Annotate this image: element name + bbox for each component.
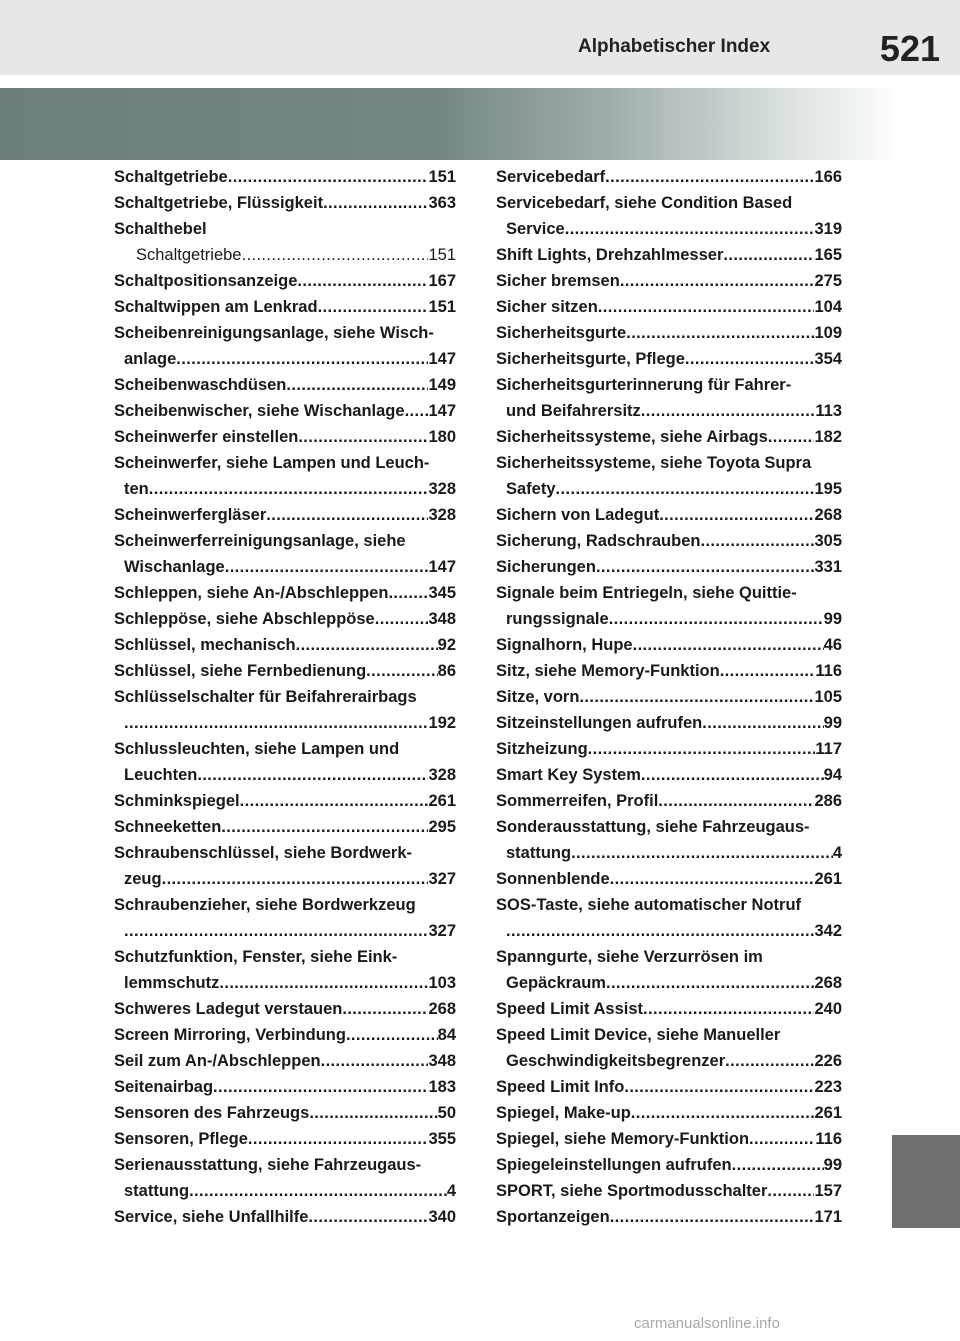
index-page-ref: 149 [428, 376, 456, 394]
dot-leader [240, 788, 429, 814]
dot-leader [221, 814, 428, 840]
decorative-banner [0, 88, 900, 160]
index-term: ten [124, 480, 149, 498]
index-page-ref: 268 [814, 974, 842, 992]
index-entry [114, 554, 456, 580]
index-page-ref: 195 [814, 480, 842, 498]
index-term: Sitz, siehe Memory-Funktion [496, 662, 720, 680]
index-term: Scheibenwischer, siehe Wischanlage [114, 402, 405, 420]
index-page-ref: 355 [428, 1130, 456, 1148]
dot-leader [720, 658, 816, 684]
index-term: Sensoren des Fahrzeugs [114, 1104, 310, 1122]
dot-leader [767, 1178, 814, 1204]
index-page-ref: 261 [428, 792, 456, 810]
dot-leader [749, 1126, 815, 1152]
index-page-ref: 92 [437, 636, 456, 654]
dot-leader [700, 528, 814, 554]
index-page-ref: 328 [428, 506, 456, 524]
index-entry [114, 606, 456, 632]
index-page-ref: 99 [823, 610, 842, 628]
index-term: Safety [506, 480, 556, 498]
index-term: Schleppen, siehe An-/Abschleppen [114, 584, 389, 602]
dot-leader [405, 398, 429, 424]
index-term: Schweres Ladegut verstauen [114, 1000, 343, 1018]
index-term: Schminkspiegel [114, 792, 240, 810]
index-entry [114, 996, 456, 1022]
index-page-ref: 331 [814, 558, 842, 576]
index-term: Sicherung, Radschrauben [496, 532, 701, 550]
dot-leader [620, 268, 815, 294]
index-term: Schaltgetriebe [114, 168, 228, 186]
dot-leader [588, 736, 816, 762]
dot-leader [308, 1204, 428, 1230]
dot-leader [297, 268, 428, 294]
index-page-ref: 147 [428, 402, 456, 420]
dot-leader [219, 970, 428, 996]
index-entry [114, 1022, 456, 1048]
index-page-ref: 268 [814, 506, 842, 524]
index-term-line: Sicherheitssysteme, siehe Toyota Supra [496, 454, 812, 472]
index-page-ref: 319 [814, 220, 842, 238]
dot-leader [643, 996, 814, 1022]
index-term-line: Schutzfunktion, Fenster, siehe Eink- [114, 948, 398, 966]
index-entry [496, 970, 842, 996]
index-term: Schaltgetriebe [136, 246, 242, 264]
index-page-ref: 166 [814, 168, 842, 186]
index-entry [496, 1074, 842, 1100]
dot-leader [197, 762, 428, 788]
dot-leader [565, 216, 815, 242]
index-term: Sicher bremsen [496, 272, 620, 290]
dot-leader [176, 346, 428, 372]
index-term: Speed Limit Assist [496, 1000, 644, 1018]
dot-leader [556, 476, 815, 502]
index-entry [496, 554, 842, 580]
dot-leader [286, 372, 428, 398]
dot-leader [596, 554, 815, 580]
index-term: Spiegel, siehe Memory-Funktion [496, 1130, 750, 1148]
index-term-line: Serienausstattung, siehe Fahrzeugaus- [114, 1156, 422, 1174]
index-term: Scheinwerfer einstellen [114, 428, 299, 446]
index-page-ref: 46 [823, 636, 842, 654]
index-term: und Beifahrersitz [506, 402, 641, 420]
dot-leader [124, 710, 428, 736]
index-term: Sommerreifen, Profil [496, 792, 659, 810]
index-page-ref: 171 [814, 1208, 842, 1226]
index-term: Gepäckraum [506, 974, 606, 992]
index-term-line: Spanngurte, siehe Verzurrösen im [496, 948, 763, 966]
dot-leader [248, 1126, 429, 1152]
dot-leader [149, 476, 429, 502]
dot-leader [626, 320, 814, 346]
dot-leader [162, 866, 429, 892]
index-page-ref: 104 [814, 298, 842, 316]
index-term: Schaltpositionsanzeige [114, 272, 298, 290]
index-term: Schneeketten [114, 818, 222, 836]
thumb-index-tab [892, 1135, 960, 1228]
index-page-ref: 363 [428, 194, 456, 212]
index-entry [114, 658, 456, 684]
index-entry [496, 1178, 842, 1204]
index-page-ref: 105 [814, 688, 842, 706]
index-page-ref: 354 [814, 350, 842, 368]
index-entry [496, 606, 842, 632]
index-term: Smart Key System [496, 766, 641, 784]
index-page-ref: 4 [446, 1182, 456, 1200]
index-page-ref: 327 [428, 870, 456, 888]
index-term: Sicherheitssysteme, siehe Airbags [496, 428, 768, 446]
index-page-ref: 103 [428, 974, 456, 992]
index-page-ref: 157 [814, 1182, 842, 1200]
index-page-ref: 275 [814, 272, 842, 290]
index-term: Schlüssel, siehe Fernbedienung [114, 662, 367, 680]
index-page-ref: 328 [428, 480, 456, 498]
index-entry [114, 476, 456, 502]
index-page-ref: 328 [428, 766, 456, 784]
index-entry [114, 294, 456, 320]
index-page-ref: 4 [832, 844, 842, 862]
index-term-line: Schalthebel [114, 220, 207, 238]
page-number: 521 [879, 28, 940, 69]
index-term-line: SOS-Taste, siehe automatischer Notruf [496, 896, 802, 914]
index-entry [496, 788, 842, 814]
index-column-right [496, 164, 842, 1230]
index-term: Sitze, vorn [496, 688, 580, 706]
index-entry [496, 320, 842, 346]
index-entry [496, 268, 842, 294]
index-term: Sicherheitsgurte [496, 324, 627, 342]
index-page-ref: 113 [815, 402, 842, 420]
index-page-ref: 99 [823, 1156, 842, 1174]
index-entry [114, 632, 456, 658]
index-term: Screen Mirroring, Verbindung [114, 1026, 346, 1044]
index-entry [496, 1152, 842, 1178]
index-term: Sicherheitsgurte, Pflege [496, 350, 685, 368]
index-entry [114, 398, 456, 424]
index-term: Servicebedarf [496, 168, 606, 186]
index-entry [496, 216, 842, 242]
index-term-line: Scheinwerferreinigungsanlage, siehe [114, 532, 406, 550]
dot-leader [189, 1178, 447, 1204]
dot-leader [605, 164, 814, 190]
index-entry [496, 1100, 842, 1126]
dot-leader [768, 424, 815, 450]
dot-leader [228, 164, 429, 190]
dot-leader [298, 424, 428, 450]
index-entry [114, 1074, 456, 1100]
index-page-ref: 84 [437, 1026, 456, 1044]
index-term: Leuchten [124, 766, 198, 784]
index-term: SPORT, siehe Sportmodusschalter [496, 1182, 768, 1200]
index-entry [496, 398, 842, 424]
index-page-ref: 165 [814, 246, 842, 264]
index-entry [496, 684, 842, 710]
index-page-ref: 340 [428, 1208, 456, 1226]
index-page-ref: 261 [814, 870, 842, 888]
index-page-ref: 305 [814, 532, 842, 550]
index-page-ref: 50 [437, 1104, 456, 1122]
dot-leader [346, 1022, 438, 1048]
index-term: Speed Limit Info [496, 1078, 625, 1096]
index-page-ref: 94 [823, 766, 842, 784]
index-entry [496, 710, 842, 736]
index-term: Geschwindigkeitsbegrenzer [506, 1052, 726, 1070]
dot-leader [124, 918, 428, 944]
dot-leader [366, 658, 437, 684]
index-entry [496, 294, 842, 320]
index-term: rungssignale [506, 610, 609, 628]
dot-leader [610, 866, 815, 892]
index-entry [114, 814, 456, 840]
index-page-ref: 286 [814, 792, 842, 810]
index-entry [114, 970, 456, 996]
index-entry [496, 1048, 842, 1074]
dot-leader [598, 294, 815, 320]
index-term: Sicher sitzen [496, 298, 598, 316]
dot-leader [579, 684, 814, 710]
index-entry [496, 242, 842, 268]
index-page-ref: 151 [428, 298, 456, 316]
index-term: Sitzheizung [496, 740, 588, 758]
index-entry [496, 1204, 842, 1230]
index-term: Sichern von Ladegut [496, 506, 660, 524]
index-page-ref: 348 [428, 610, 456, 628]
index-term-line: Schraubenschlüssel, siehe Bordwerk- [114, 844, 413, 862]
index-entry [114, 918, 456, 944]
index-term-line: Scheibenreinigungsanlage, siehe Wisch- [114, 324, 434, 342]
index-term: Schaltgetriebe, Flüssigkeit [114, 194, 324, 212]
index-page-ref: 151 [428, 168, 456, 186]
index-page-ref: 116 [815, 662, 842, 680]
dot-leader [323, 190, 428, 216]
dot-leader [242, 242, 429, 268]
index-term: Sicherungen [496, 558, 596, 576]
index-term: Schlüssel, mechanisch [114, 636, 296, 654]
index-page-ref: 109 [814, 324, 842, 342]
dot-leader [702, 710, 823, 736]
index-page-ref: 348 [428, 1052, 456, 1070]
index-page-ref: 268 [428, 1000, 456, 1018]
dot-leader [609, 606, 824, 632]
index-term-line: Signale beim Entriegeln, siehe Quittie- [496, 584, 797, 602]
index-entry [496, 346, 842, 372]
index-entry [496, 632, 842, 658]
index-page-ref: 180 [428, 428, 456, 446]
dot-leader [266, 502, 428, 528]
index-entry [496, 866, 842, 892]
index-entry [496, 528, 842, 554]
dot-leader [723, 242, 814, 268]
dot-leader [213, 1074, 428, 1100]
dot-leader [321, 1048, 429, 1074]
index-page-ref: 345 [428, 584, 456, 602]
dot-leader [685, 346, 815, 372]
index-entry [114, 190, 456, 216]
index-term-line: Schlussleuchten, siehe Lampen und [114, 740, 400, 758]
index-entry [114, 424, 456, 450]
dot-leader [606, 970, 815, 996]
index-term: Scheibenwaschdüsen [114, 376, 287, 394]
index-entry [114, 164, 456, 190]
index-term: stattung [124, 1182, 190, 1200]
index-entry [114, 1126, 456, 1152]
index-term: Wischanlage [124, 558, 225, 576]
dot-leader [388, 580, 428, 606]
watermark: carmanualsonline.info [634, 1315, 780, 1332]
index-entry [496, 996, 842, 1022]
index-term: Shift Lights, Drehzahlmesser [496, 246, 724, 264]
index-page-ref: 183 [428, 1078, 456, 1096]
dot-leader [225, 554, 429, 580]
index-term: Service, siehe Unfallhilfe [114, 1208, 309, 1226]
index-term: Sonnenblende [496, 870, 610, 888]
dot-leader [725, 1048, 814, 1074]
index-entry [496, 840, 842, 866]
dot-leader [624, 1074, 814, 1100]
index-entry [114, 1204, 456, 1230]
index-entry [114, 866, 456, 892]
index-entry [114, 372, 456, 398]
index-page-ref: 147 [428, 558, 456, 576]
index-term: Sitzeinstellungen aufrufen [496, 714, 703, 732]
index-entry [496, 736, 842, 762]
index-term: Signalhorn, Hupe [496, 636, 633, 654]
index-entry [496, 918, 842, 944]
dot-leader [658, 788, 814, 814]
index-term: Seil zum An-/Abschleppen [114, 1052, 321, 1070]
index-column-left [114, 164, 456, 1230]
index-term: zeug [124, 870, 162, 888]
dot-leader [571, 840, 833, 866]
index-term-line: Sonderausstattung, siehe Fahrzeugaus- [496, 818, 810, 836]
index-entry [496, 502, 842, 528]
index-entry [114, 788, 456, 814]
dot-leader [631, 1100, 815, 1126]
index-term-line: Speed Limit Device, siehe Manueller [496, 1026, 781, 1044]
index-page-ref: 86 [437, 662, 456, 680]
index-page-ref: 192 [428, 714, 456, 732]
index-term-line: Sicherheitsgurterinnerung für Fahrer- [496, 376, 792, 394]
index-term: Spiegeleinstellungen aufrufen [496, 1156, 732, 1174]
index-entry [114, 502, 456, 528]
dot-leader [659, 502, 814, 528]
dot-leader [375, 606, 429, 632]
index-term: Schleppöse, siehe Abschleppöse [114, 610, 375, 628]
dot-leader [309, 1100, 437, 1126]
index-entry [114, 1100, 456, 1126]
index-page-ref: 295 [428, 818, 456, 836]
dot-leader [732, 1152, 824, 1178]
index-page-ref: 167 [428, 272, 456, 290]
index-entry [496, 164, 842, 190]
index-entry [114, 762, 456, 788]
index-page-ref: 223 [814, 1078, 842, 1096]
dot-leader [633, 632, 824, 658]
index-entry [114, 242, 456, 268]
dot-leader [318, 294, 429, 320]
index-page-ref: 151 [428, 246, 456, 264]
dot-leader [342, 996, 428, 1022]
index-page-ref: 261 [814, 1104, 842, 1122]
index-page-ref: 99 [823, 714, 842, 732]
index-entry [496, 476, 842, 502]
index-term: lemmschutz [124, 974, 220, 992]
dot-leader [610, 1204, 815, 1230]
index-page-ref: 226 [814, 1052, 842, 1070]
index-page-ref: 240 [814, 1000, 842, 1018]
index-term: Schaltwippen am Lenkrad [114, 298, 318, 316]
dot-leader [641, 762, 824, 788]
index-entry [496, 424, 842, 450]
index-term: anlage [124, 350, 177, 368]
index-entry [496, 658, 842, 684]
dot-leader [506, 918, 814, 944]
index-page-ref: 342 [814, 922, 842, 940]
index-term: Sportanzeigen [496, 1208, 610, 1226]
index-term-line: Servicebedarf, siehe Condition Based [496, 194, 793, 212]
index-entry [496, 1126, 842, 1152]
index-page-ref: 147 [428, 350, 456, 368]
index-page-ref: 116 [815, 1130, 842, 1148]
section-title: Alphabetischer Index [578, 36, 771, 57]
index-entry [114, 710, 456, 736]
index-entry [114, 1048, 456, 1074]
index-page-ref: 117 [815, 740, 842, 758]
index-term: stattung [506, 844, 572, 862]
index-term-line: Schraubenzieher, siehe Bordwerkzeug [114, 896, 416, 914]
index-entry [496, 762, 842, 788]
dot-leader [296, 632, 438, 658]
index-term: Scheinwerfergläser [114, 506, 267, 524]
dot-leader [641, 398, 816, 424]
index-page-ref: 327 [428, 922, 456, 940]
index-term: Spiegel, Make-up [496, 1104, 631, 1122]
index-term-line: Schlüsselschalter für Beifahrerairbags [114, 688, 417, 706]
index-entry [114, 580, 456, 606]
index-term: Service [506, 220, 565, 238]
index-term: Sensoren, Pflege [114, 1130, 248, 1148]
index-page-ref: 182 [814, 428, 842, 446]
index-entry [114, 346, 456, 372]
index-entry [114, 1178, 456, 1204]
index-term-line: Scheinwerfer, siehe Lampen und Leuch- [114, 454, 430, 472]
index-entry [114, 268, 456, 294]
index-term: Seitenairbag [114, 1078, 214, 1096]
